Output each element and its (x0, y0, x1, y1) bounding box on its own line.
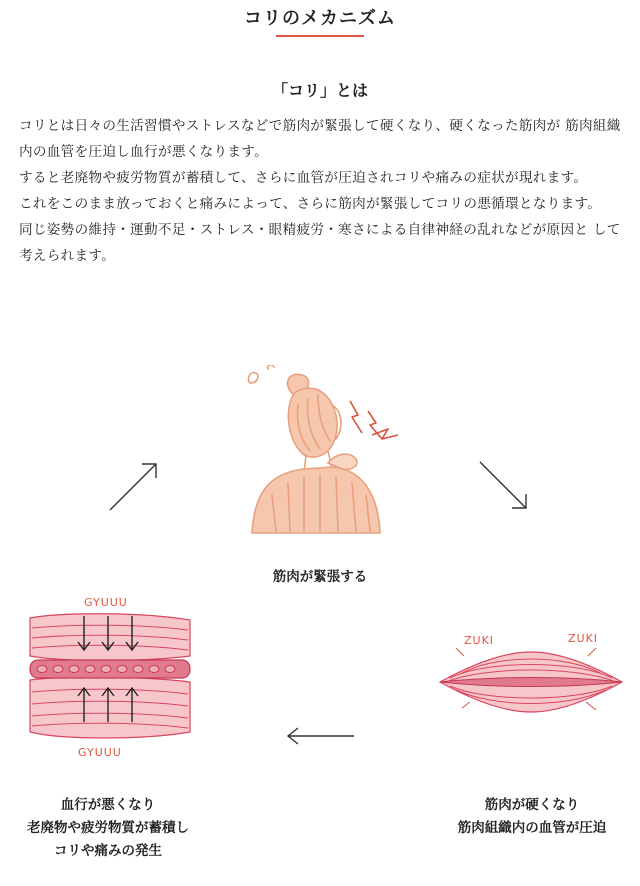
stiff-muscle-illustration (436, 622, 626, 726)
shoulder-pain-illustration (232, 365, 408, 537)
caption-right-line-2: 筋肉組織内の血管が圧迫 (457, 820, 607, 836)
paragraph-3: これをこのまま放っておくと痛みによって、さらに筋肉が緊張してコリの悪循環となります。 (19, 196, 602, 212)
arrow-left-icon (284, 726, 356, 746)
title-underline (276, 35, 364, 37)
compressed-blood-vessel-illustration (22, 592, 198, 762)
caption-left-line-2: 老廃物や疲労物質が蓄積し (27, 820, 189, 836)
sound-zuki-left: ZUKI (464, 634, 495, 647)
sound-zuki-right: ZUKI (568, 632, 599, 645)
arrow-down-right-icon (476, 458, 532, 514)
caption-left-line-3: コリや痛みの発生 (54, 843, 162, 859)
page-title: コリのメカニズム (244, 8, 396, 29)
description-text (19, 113, 621, 269)
caption-left (10, 794, 206, 863)
sound-gyuuu-bottom: GYUUU (78, 746, 122, 759)
arrow-up-right-icon (106, 458, 162, 514)
paragraph-1: コリとは日々の生活習慣やストレスなどで筋肉が緊張して硬くなり、硬くなった筋肉が 筋肉組織内の血管を圧迫し血行が悪くなります。 (19, 118, 621, 160)
section-heading: 「コリ」とは (271, 81, 368, 100)
caption-top-line: 筋肉が緊張する (272, 569, 368, 585)
paragraph-4: 同じ姿勢の維持・運動不足・ストレス・眼精疲労・寒さによる自律神経の乱れなどが原因と して考えられます。 (19, 222, 621, 264)
sound-gyuuu-top: GYUUU (84, 596, 128, 609)
caption-right (434, 794, 630, 840)
paragraph-2: すると老廃物や疲労物質が蓄積して、さらに血管が圧迫されコリや痛みの症状が現れます。 (19, 170, 588, 186)
caption-right-line-1: 筋肉が硬くなり (484, 797, 580, 813)
caption-left-line-1: 血行が悪くなり (60, 797, 156, 813)
caption-top (220, 566, 420, 589)
